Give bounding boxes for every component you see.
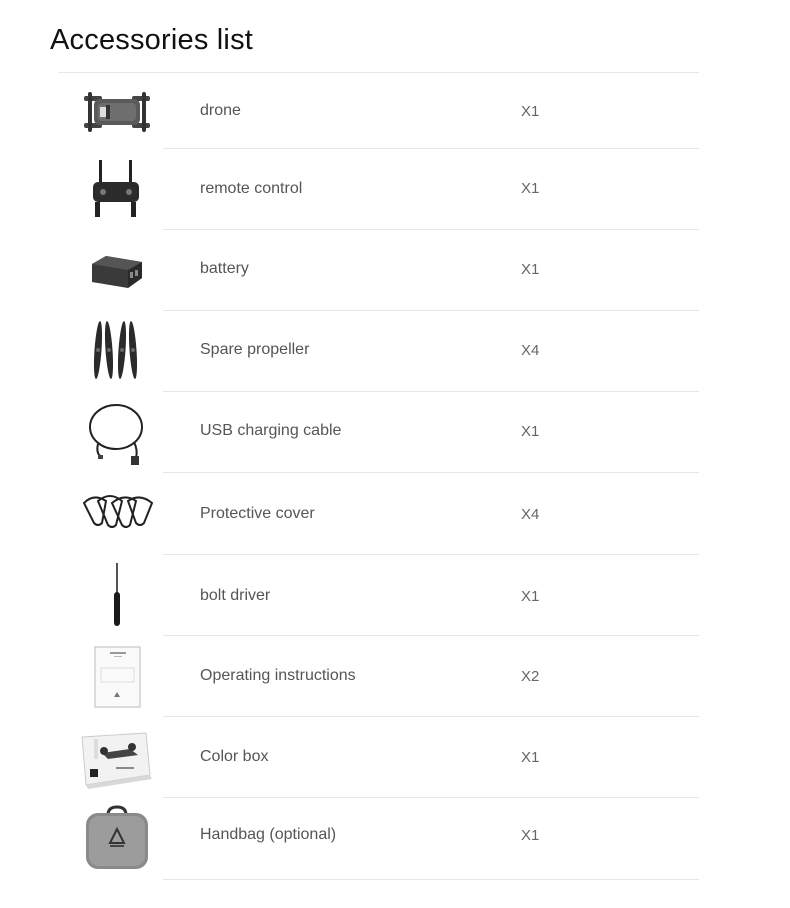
protective-cover-icon [76, 483, 158, 549]
item-quantity: X1 [521, 588, 540, 605]
drone-icon [76, 78, 158, 144]
item-name: battery [200, 260, 249, 277]
item-quantity: X4 [521, 506, 540, 523]
item-quantity: X1 [521, 103, 540, 120]
screwdriver-icon [76, 562, 158, 628]
list-item [0, 392, 790, 473]
propeller-icon [76, 317, 158, 383]
battery-icon [76, 238, 158, 304]
list-item [0, 149, 790, 230]
usb-cable-icon [76, 400, 158, 466]
item-quantity: X1 [521, 180, 540, 197]
list-item [0, 230, 790, 311]
item-quantity: X1 [521, 423, 540, 440]
list-item [0, 555, 790, 636]
item-name: remote control [200, 180, 303, 197]
manual-icon [76, 644, 158, 710]
remote-control-icon [76, 157, 158, 223]
list-item [0, 636, 790, 717]
row-divider [163, 879, 699, 880]
item-name: bolt driver [200, 587, 271, 604]
list-item [0, 717, 790, 798]
item-name: USB charging cable [200, 422, 342, 439]
item-quantity: X2 [521, 668, 540, 685]
item-name: Color box [200, 748, 269, 765]
item-quantity: X1 [521, 827, 540, 844]
list-item [0, 473, 790, 555]
item-name: drone [200, 102, 241, 119]
item-name: Protective cover [200, 505, 315, 522]
page-title: Accessories list [50, 24, 254, 56]
item-name: Spare propeller [200, 341, 310, 358]
item-quantity: X1 [521, 749, 540, 766]
item-quantity: X1 [521, 261, 540, 278]
item-name: Handbag (optional) [200, 826, 337, 843]
list-item [0, 311, 790, 392]
item-name: Operating instructions [200, 667, 356, 684]
color-box-icon [76, 725, 158, 791]
handbag-icon [76, 805, 158, 871]
list-item [0, 798, 790, 880]
item-quantity: X4 [521, 342, 540, 359]
list-item [0, 73, 790, 149]
